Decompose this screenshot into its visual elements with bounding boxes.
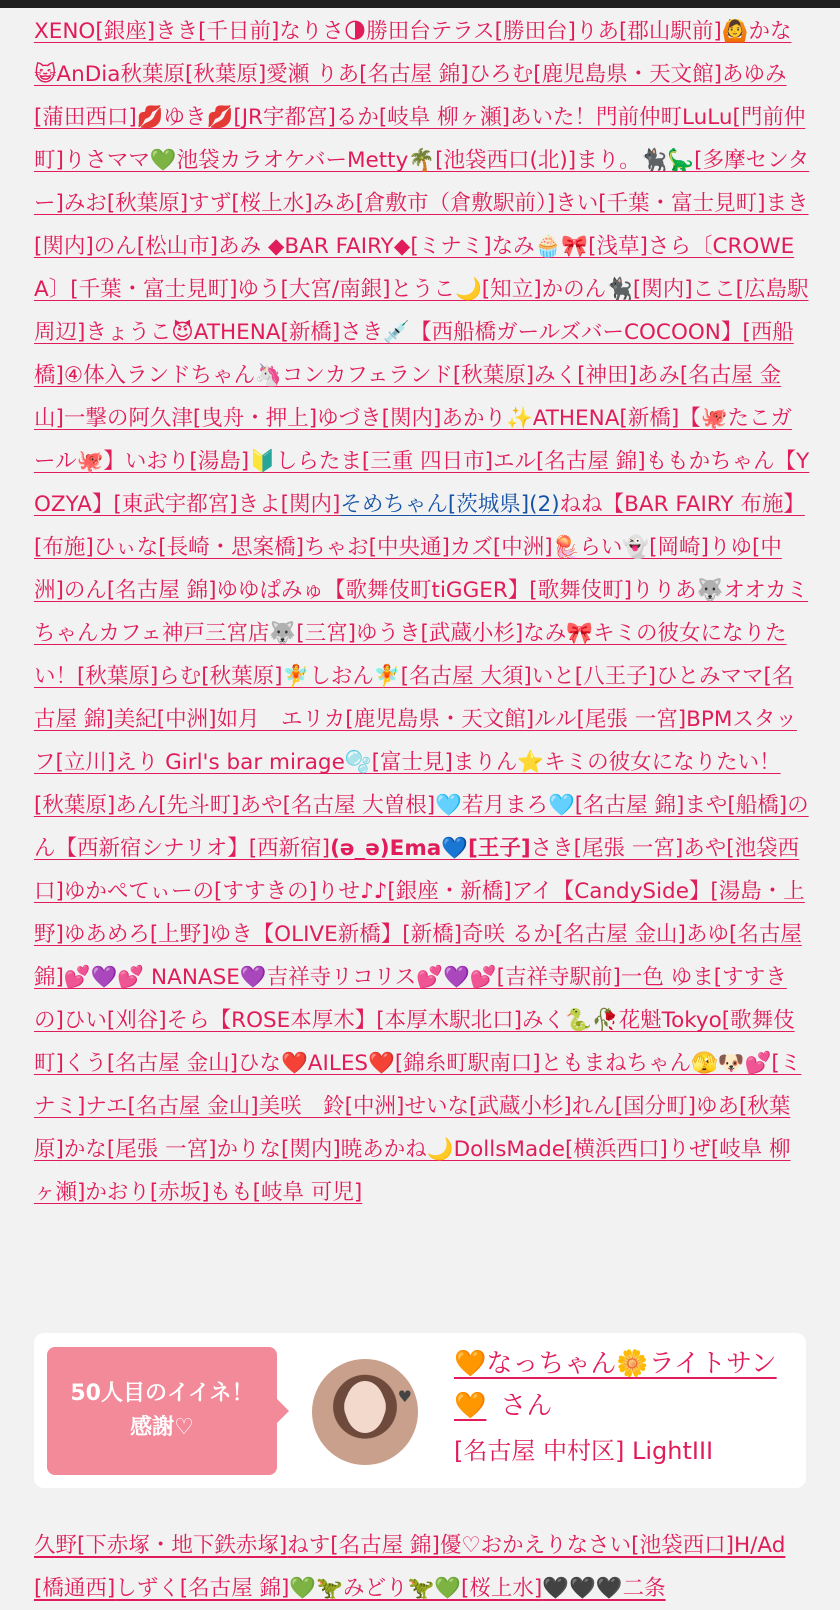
liker-link[interactable]: アイ【CandySide】[湯島・上野] [34, 879, 805, 947]
liker-link[interactable]: 🪼らい👻[岡崎] [552, 535, 709, 560]
liker-link[interactable]: まき[関内] [34, 191, 809, 259]
liker-link[interactable]: しずく[名古屋 錦] [115, 1576, 290, 1601]
liker-link[interactable]: あゆ[名古屋 錦] [34, 922, 802, 990]
liker-link[interactable]: りゆ[中洲] [34, 535, 782, 603]
liker-link[interactable]: ゆあ[秋葉原] [34, 1094, 791, 1162]
liker-link[interactable]: 一撃の阿久津[曳舟・押上] [63, 406, 318, 431]
milestone-line-1: 50人目のイイネ！ [70, 1381, 254, 1406]
liker-link[interactable]: さき[尾張 一宮] [530, 836, 684, 861]
liker-link[interactable]: なりさ🌗勝田台テラス[勝田台] [279, 19, 576, 44]
milestone-line-2: 感謝♡ [130, 1415, 194, 1440]
liker-link[interactable]: XENO[銀座] [34, 19, 156, 44]
liker-link[interactable]: 🙆かな😺AnDia秋葉原[秋葉原] [34, 19, 792, 87]
liker-link[interactable]: ゆゆぱみゅ【歌舞伎町tiGGER】[歌舞伎町] [216, 578, 633, 603]
liker-link[interactable]: 一色 ゆま[すすきの] [34, 965, 787, 1033]
liker-link[interactable]: 愛瀬 りあ[名古屋 錦] [266, 62, 469, 87]
liker-link[interactable]: まりん⭐キミの彼女になりたい！[秋葉原] [34, 750, 781, 818]
liker-link[interactable]: 美紀[中洲] [113, 707, 217, 732]
liker-link[interactable]: のん[松山市] [93, 234, 219, 259]
liker-link[interactable]: かな[尾張 一宮] [63, 1137, 217, 1162]
liker-link[interactable]: あん[先斗町] [115, 793, 240, 818]
liker-link[interactable]: りせ♪♪[銀座・新橋] [316, 879, 512, 904]
liker-link[interactable]: あみ[名古屋 金山] [34, 363, 782, 431]
liker-link[interactable]: 暁あかね🌙DollsMade[横浜西口] [340, 1137, 668, 1162]
heart-icon: ♥ [397, 1387, 412, 1406]
liker-link[interactable]: かりな[関内] [216, 1137, 341, 1162]
liker-link[interactable]: らむ[秋葉原] [158, 664, 283, 689]
milestone-card [34, 1333, 806, 1488]
liker-link[interactable]: ねね【BAR FAIRY 布施】[布施] [34, 492, 805, 560]
liker-link[interactable]: きょうこ😈ATHENA[新橋] [85, 320, 341, 345]
liker-link[interactable]: カズ[中洲] [449, 535, 553, 560]
liker-link[interactable]: そめちゃん[茨城県](2) [340, 492, 560, 517]
liker-link[interactable]: ひとみママ[名古屋 錦] [34, 664, 794, 732]
liker-link[interactable]: (ə_ə)Ema💙[王子] [330, 836, 531, 861]
liker-link[interactable]: あみ ◆BAR FAIRY◆[ミナミ] [218, 234, 492, 259]
liker-link[interactable]: まや[船橋] [684, 793, 788, 818]
liker-link[interactable]: ゆあめろ[上野] [63, 922, 210, 947]
liker-link[interactable]: とうこ🌙[知立] [390, 277, 542, 302]
liker-link[interactable]: きき[千日前] [155, 19, 280, 44]
liker-link[interactable]: ひい[刈谷] [63, 1008, 167, 1033]
liker-link[interactable]: のん[名古屋 錦] [63, 578, 217, 603]
profile-shop: [名古屋 中村区] LightIII [454, 1437, 714, 1465]
liker-link[interactable]: くう[名古屋 金山] [63, 1051, 239, 1076]
liker-link[interactable]: 久野[下赤塚・地下鉄赤塚] [34, 1533, 288, 1558]
liker-link[interactable]: 🔰しらたま[三重 四日市] [249, 449, 494, 474]
liker-name-list [34, 10, 810, 1214]
liker-link[interactable]: すず[桜上水] [188, 191, 313, 216]
liker-link[interactable]: ゆき【OLIVE新橋】[新橋] [209, 922, 462, 947]
liker-link[interactable]: ゆづき[関内] [317, 406, 442, 431]
liker-link[interactable]: ひな❤️AILES❤️[錦糸町駅南口] [238, 1051, 541, 1076]
liker-link[interactable]: きい[千葉・富士見町] [555, 191, 766, 216]
liker-link[interactable]: ひろむ[鹿児島県・天文館] [468, 62, 722, 87]
liker-link[interactable]: BPMスタッフ[立川] [34, 707, 797, 775]
liker-link[interactable]: ルル[尾張 一宮] [534, 707, 687, 732]
avatar-face [345, 1381, 385, 1433]
liker-link[interactable]: あいた！門前仲町LuLu[門前仲町] [34, 105, 806, 173]
liker-link[interactable]: かのん🐈‍⬛[関内] [541, 277, 693, 302]
profile-info [454, 1343, 799, 1471]
liker-link[interactable]: ねす[名古屋 錦] [287, 1533, 440, 1558]
liker-link[interactable]: 🩵若月まろ🩵[名古屋 錦] [435, 793, 685, 818]
liker-link[interactable]: あゆみ[蒲田西口] [34, 62, 787, 130]
top-status-bar [0, 0, 840, 8]
avatar[interactable] [312, 1359, 418, 1465]
liker-link[interactable]: あや[池袋西口] [34, 836, 800, 904]
liker-link[interactable]: さき💉【西船橋ガールズバーCOCOON】[西船橋] [34, 320, 794, 388]
liker-link[interactable]: エル[名古屋 錦] [493, 449, 646, 474]
liker-link[interactable]: りあ[郡山駅前] [575, 19, 722, 44]
liker-link[interactable]: みく🐍🥀花魁Tokyo[歌舞伎町] [34, 1008, 795, 1076]
liker-link[interactable]: るか[岐阜 柳ヶ瀬] [335, 105, 511, 130]
liker-link[interactable]: ④体入ランドちゃん🦄コンカフェランド[秋葉原] [63, 363, 535, 388]
liker-link[interactable]: ももかちゃん【YOZYA】[東武宇都宮] [34, 449, 810, 517]
profile-name-link[interactable]: 🧡なっちゃん🌼ライトサン🧡 [454, 1349, 777, 1421]
liker-link[interactable]: 【🐙たこガール🐙】いおり[湯島] [34, 406, 792, 474]
liker-link[interactable]: りぜ[岐阜 柳ヶ瀬] [34, 1137, 791, 1205]
profile-name-suffix: さん [500, 1391, 553, 1421]
liker-link[interactable]: かおり[赤坂] [85, 1180, 210, 1205]
liker-link[interactable]: さら〔CROWEA〕[千葉・富士見町] [34, 234, 795, 302]
liker-link[interactable]: れん[国分町] [571, 1094, 696, 1119]
liker-link[interactable]: H/Ad[橋通西] [34, 1533, 786, 1601]
liker-link[interactable]: きよ[関内] [237, 492, 341, 517]
liker-link[interactable]: いと[八王子] [531, 664, 656, 689]
liker-link[interactable]: 🧚しおん🧚[名古屋 大須] [282, 664, 532, 689]
liker-link[interactable]: ここ[広島駅周辺] [34, 277, 809, 345]
liker-link[interactable]: もも[岐阜 可児] [209, 1180, 363, 1205]
liker-link[interactable]: ともまねちゃん🫣🐶💕[ミナミ] [34, 1051, 802, 1119]
liker-name-list-continued [34, 1524, 810, 1610]
liker-link[interactable]: みく[神田] [534, 363, 637, 388]
liker-link[interactable]: ゆう[大宮/南銀] [237, 277, 391, 302]
liker-link[interactable]: 如月 エリカ[鹿児島県・天文館] [216, 707, 535, 732]
liker-link[interactable]: のん【西新宿シナリオ】[西新宿] [34, 793, 809, 861]
liker-link[interactable]: あかり✨ATHENA[新橋] [441, 406, 680, 431]
liker-link[interactable]: 奇咲 るか[名古屋 金山] [461, 922, 686, 947]
milestone-badge [47, 1347, 277, 1475]
liker-link[interactable]: みお[秋葉原] [63, 191, 189, 216]
liker-link[interactable]: りりあ🐺オオカミちゃんカフェ神戸三宮店🐺[三宮] [34, 578, 809, 646]
liker-link[interactable]: ゆかぺてぃーの[すすきの] [63, 879, 317, 904]
liker-link[interactable]: あや[名古屋 大曽根] [239, 793, 436, 818]
liker-link[interactable]: ゆうき[武蔵小杉] [355, 621, 524, 646]
liker-link[interactable]: ひぃな[長崎・思案橋] [93, 535, 305, 560]
liker-link[interactable]: みあ[倉敷市（倉敷駅前）] [312, 191, 556, 216]
liker-link[interactable]: ちゃお[中央通] [304, 535, 450, 560]
profile-name-row [454, 1343, 799, 1427]
liker-link[interactable]: なみ🎀キミの彼女になりたい！[秋葉原] [34, 621, 787, 689]
liker-link[interactable]: 優♡おかえりなさい[池袋西口] [439, 1533, 734, 1558]
liker-link[interactable]: まり。🐈‍⬛🦕[多摩センター] [34, 148, 810, 216]
liker-link[interactable]: 💚🦖みどり🦖💚[桜上水] [289, 1576, 543, 1601]
liker-link[interactable]: そら【ROSE本厚木】[本厚木駅北口] [166, 1008, 523, 1033]
liker-link[interactable]: 💋ゆき💋[JR宇都宮] [136, 105, 336, 130]
liker-link[interactable]: ナエ[名古屋 金山] [85, 1094, 259, 1119]
liker-link[interactable]: りさママ💚池袋カラオケバーMetty🌴[池袋西口(北)] [63, 148, 577, 173]
liker-link[interactable]: 美咲 鈴[中洲] [258, 1094, 405, 1119]
liker-link[interactable]: 💕💜💕 NANASE💜吉祥寺リコリス💕💜💕[吉祥寺駅前] [63, 965, 621, 990]
liker-link[interactable]: 🖤🖤🖤二条 [542, 1576, 666, 1601]
liker-link[interactable]: せいな[武蔵小杉] [404, 1094, 572, 1119]
liker-link[interactable]: なみ🧁🎀[浅草] [491, 234, 648, 259]
liker-link[interactable]: えり Girl's bar mirage🫧[富士見] [115, 750, 453, 775]
